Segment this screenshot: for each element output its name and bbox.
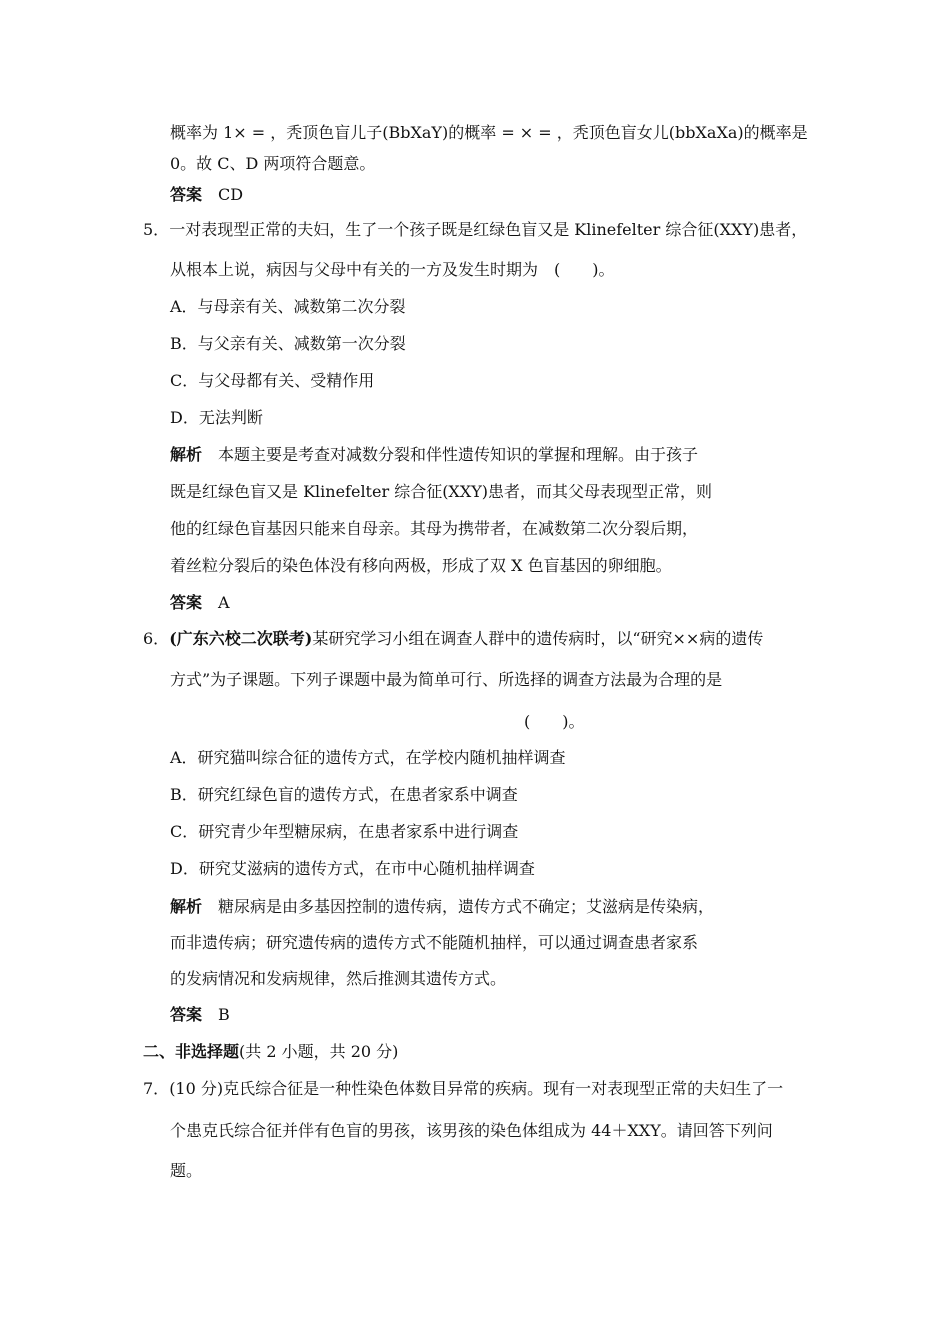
section-2-heading <box>143 1041 398 1063</box>
answer-label: 答案 <box>170 1005 203 1024</box>
q6-option-d: D．研究艾滋病的遗传方式，在市中心随机抽样调查 <box>170 859 535 878</box>
analysis-label: 解析 <box>170 897 203 916</box>
q7-stem-line-2: 个患克氏综合征并伴有色盲的男孩，该男孩的染色体组成为 44＋XXY。请回答下列问 <box>170 1121 773 1140</box>
q6-answer-paren: ( )。 <box>524 712 585 731</box>
q5-stem-line-1: 5．一对表现型正常的夫妇，生了一个孩子既是红绿色盲又是 Klinefelter 综合征(XXY)患者， <box>143 220 808 239</box>
answer-value: B <box>218 1005 230 1024</box>
q7-stem-line-1: 7．(10 分)克氏综合征是一种性染色体数目异常的疾病。现有一对表现型正常的夫妇生了一 <box>143 1079 784 1098</box>
q5-option-c: C．与父母都有关、受精作用 <box>170 371 375 390</box>
q5-option-d: D．无法判断 <box>170 408 263 427</box>
answer-value: A <box>218 593 230 612</box>
q5-option-a: A．与母亲有关、减数第二次分裂 <box>170 297 406 316</box>
q6-analysis-line-1: 解析 糖尿病是由多基因控制的遗传病，遗传方式不确定；艾滋病是传染病， <box>170 897 715 916</box>
cont-line-1: 概率为 1× = ，秃顶色盲儿子(BbXaY)的概率 = × = ，秃顶色盲女儿(bbXaXa)的概率是 <box>170 123 808 142</box>
answer-value: CD <box>218 185 244 204</box>
q7-stem-line-3: 题。 <box>170 1161 203 1180</box>
q6-analysis-line-2: 而非遗传病；研究遗传病的遗传方式不能随机抽样，可以通过调查患者家系 <box>170 933 699 952</box>
q6-stem-line-2: 方式”为子课题。下列子课题中最为简单可行、所选择的调查方法最为合理的是 <box>170 670 723 689</box>
q5-option-b: B．与父亲有关、减数第一次分裂 <box>170 334 406 353</box>
q6-stem-line-1: 6．(广东六校二次联考)某研究学习小组在调查人群中的遗传病时，以“研究××病的遗传 <box>143 629 764 648</box>
q6-option-c: C．研究青少年型糖尿病，在患者家系中进行调查 <box>170 822 519 841</box>
q5-analysis-line-4: 着丝粒分裂后的染色体没有移向两极，形成了双 X 色盲基因的卵细胞。 <box>170 556 672 575</box>
q6-analysis-line-3: 的发病情况和发病规律，然后推测其遗传方式。 <box>170 969 507 988</box>
answer-row-q4 <box>170 184 243 206</box>
q5-stem-line-2: 从根本上说，病因与父母中有关的一方及发生时期为 ( )。 <box>170 260 615 279</box>
section-2-note: (共 2 小题，共 20 分) <box>239 1042 399 1061</box>
answer-label: 答案 <box>170 185 203 204</box>
q5-analysis-line-3: 他的红绿色盲基因只能来自母亲。其母为携带者，在减数第二次分裂后期， <box>170 519 699 538</box>
q7-number: 7． <box>143 1079 170 1098</box>
analysis-label: 解析 <box>170 445 203 464</box>
answer-label: 答案 <box>170 593 203 612</box>
q5-analysis-line-2: 既是红绿色盲又是 Klinefelter 综合征(XXY)患者，而其父母表现型正常，则 <box>170 482 713 501</box>
q5-number: 5． <box>143 220 170 239</box>
section-2-title: 二、非选择题 <box>143 1042 240 1061</box>
q6-number: 6． <box>143 629 170 648</box>
q6-option-b: B．研究红绿色盲的遗传方式，在患者家系中调查 <box>170 785 518 804</box>
q5-analysis-line-1: 解析 本题主要是考查对减数分裂和伴性遗传知识的掌握和理解。由于孩子 <box>170 445 699 464</box>
answer-row-q5 <box>170 592 230 614</box>
cont-line-2: 0。故 C、D 两项符合题意。 <box>170 154 376 173</box>
q6-option-a: A．研究猫叫综合征的遗传方式，在学校内随机抽样调查 <box>170 748 566 767</box>
q6-source: (广东六校二次联考) <box>169 629 313 648</box>
answer-row-q6 <box>170 1004 230 1026</box>
